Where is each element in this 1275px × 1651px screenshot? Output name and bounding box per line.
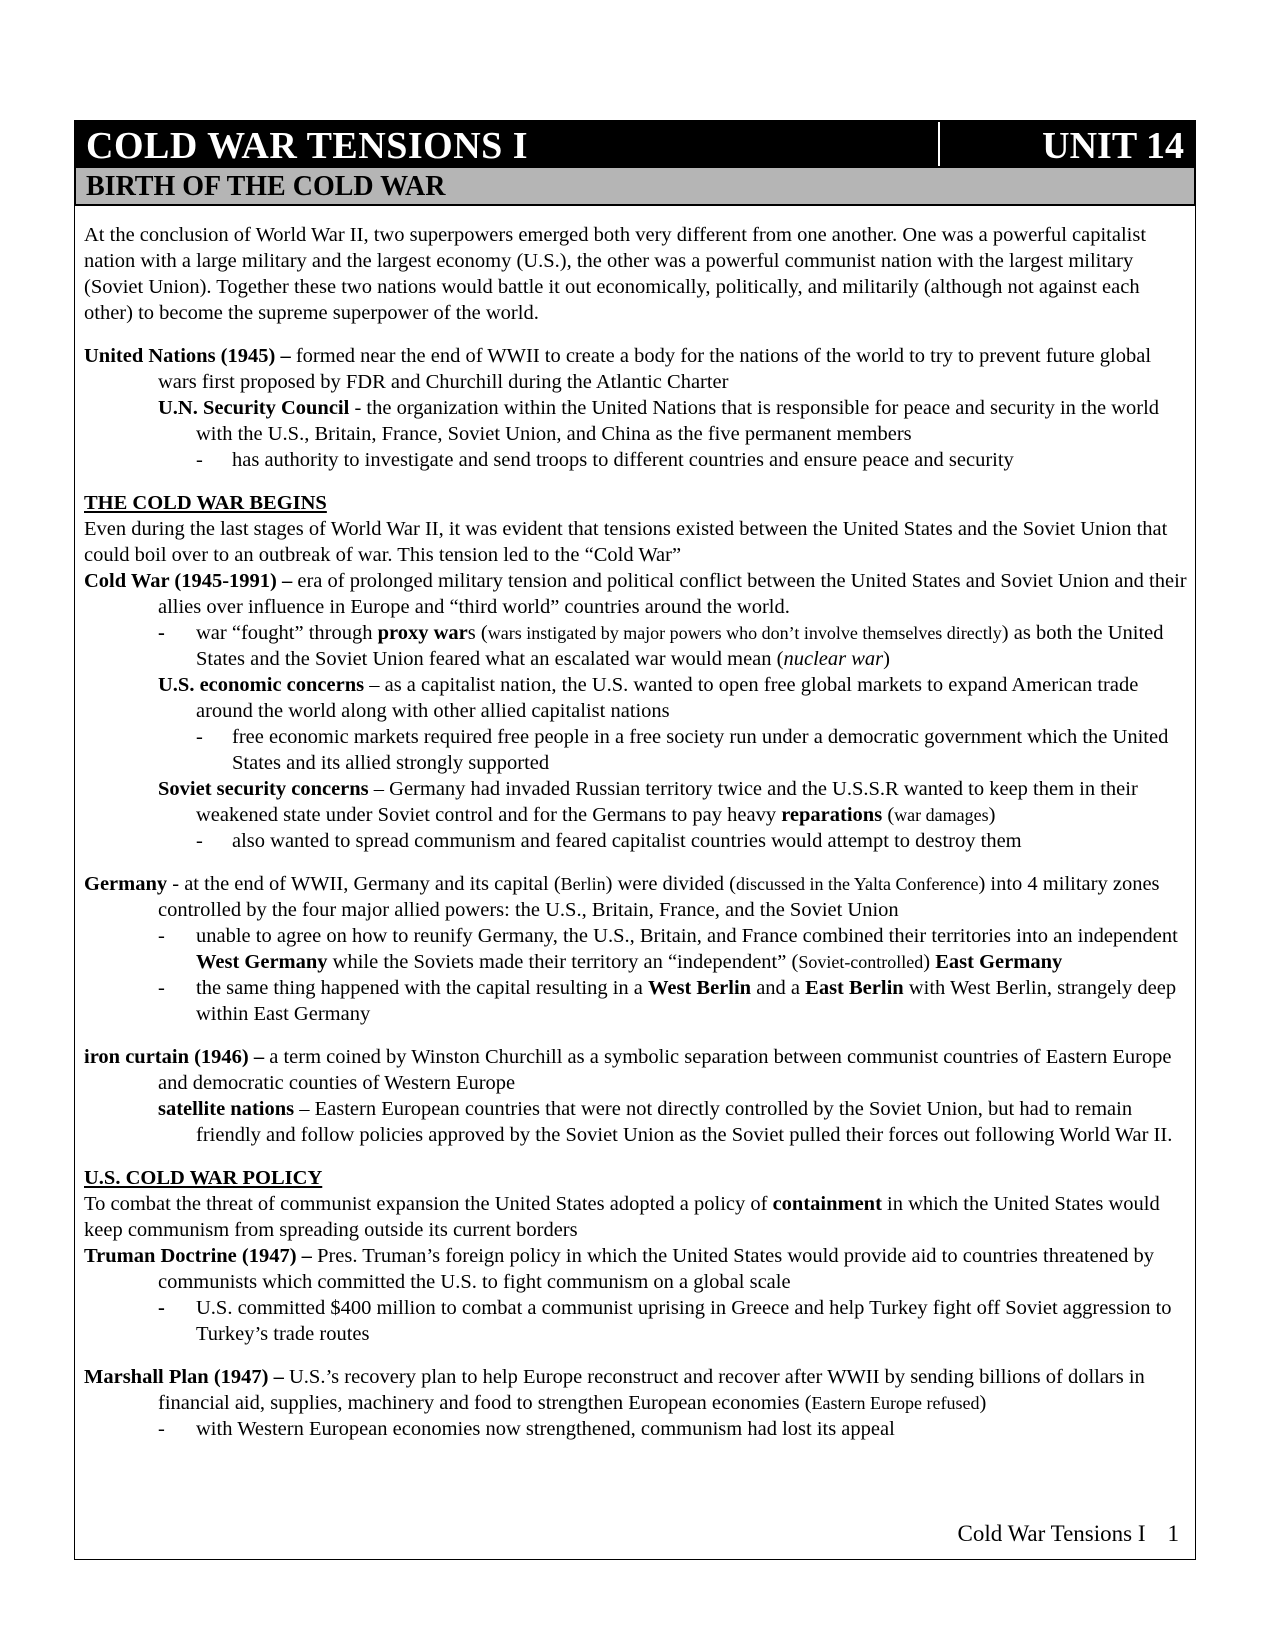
iron-curtain-entry: [84, 1044, 1192, 1096]
bullet-dash: -: [158, 977, 165, 999]
satellite-nations-entry: [84, 1096, 1192, 1148]
subtitle-bar: [74, 168, 1196, 206]
marshall-plan-entry: [84, 1364, 1192, 1416]
bullet-dash: -: [196, 449, 203, 471]
text-span: ) as both the United States and the Soviet Union feared what an escalated war would mean (: [196, 622, 1164, 670]
text-span: s (: [467, 622, 488, 644]
truman-bullet: [84, 1295, 1192, 1347]
text-span: ) into 4 military zones controlled by the four major allied powers: the U.S., Britain, France, and the Soviet Union: [158, 873, 1160, 921]
heading-text: U.S. COLD WAR POLICY: [84, 1167, 323, 1189]
truman-doctrine-entry: [84, 1243, 1192, 1295]
marshall-plan-term: Marshall Plan (1947) –: [84, 1366, 284, 1388]
germany-bullet-1: [84, 923, 1192, 975]
security-council-entry: [84, 395, 1192, 447]
text-span: in which the United States would keep communism from spreading outside its current borders: [84, 1193, 1160, 1241]
text-span: and a: [751, 977, 806, 999]
bullet-dash: -: [196, 726, 203, 748]
text-span: U.S.’s recovery plan to help Europe reconstruct and recover after WWII by sending billions of dollars in financial aid, supplies, machinery and food to strengthen European economies (: [158, 1366, 1145, 1414]
satellite-nations-term: satellite nations: [158, 1098, 295, 1120]
page-number: 1: [1167, 1521, 1179, 1546]
unit-label: UNIT 14: [1042, 125, 1184, 167]
text-span: ): [988, 804, 996, 826]
economic-concerns-entry: [84, 672, 1192, 724]
un-def: formed near the end of WWII to create a body for the nations of the world to try to prevent future global wars first proposed by FDR and Churchill during the Atlantic Charter: [158, 345, 1152, 393]
text-span: - at the end of WWII, Germany and its capital (: [167, 873, 561, 895]
west-germany-term: West Germany: [196, 951, 328, 973]
containment-term: containment: [772, 1193, 882, 1215]
soviet-controlled-note: Soviet-controlled: [798, 952, 924, 972]
security-council-term: U.N. Security Council: [158, 397, 350, 419]
eastern-europe-note: Eastern Europe refused: [811, 1393, 980, 1413]
text-span: (: [882, 804, 895, 826]
economic-concerns-term: U.S. economic concerns: [158, 674, 365, 696]
reparations-term: reparations: [781, 804, 883, 826]
intro-paragraph: At the conclusion of World War II, two superpowers emerged both very different from one another. One was a powerful capitalist nation with a large military and the largest economy (U.S.), the other was a powerful communist nation with the largest military (Soviet Union). Together these two nations would battle it out economically, politically, and militarily (although not against each other) to become the supreme superpower of the world.: [84, 224, 1147, 324]
un-entry: [84, 343, 1192, 395]
bullet-dash: -: [158, 622, 165, 644]
economic-concerns-def: – as a capitalist nation, the U.S. wanted to open free global markets to expand American trade around the world along with other allied capitalist nations: [196, 674, 1139, 722]
iron-curtain-term: iron curtain (1946) –: [84, 1046, 265, 1068]
security-concerns-bullet: [84, 828, 1192, 854]
security-bullet-text: also wanted to spread communism and feared capitalist countries would attempt to destroy them: [232, 830, 1022, 852]
bullet-dash: -: [158, 1418, 165, 1440]
security-concerns-term: Soviet security concerns: [158, 778, 369, 800]
text-span: ): [883, 648, 890, 670]
truman-doctrine-def: Pres. Truman’s foreign policy in which the United States would provide aid to countries threatened by communists which committed the U.S. to fight communism on a global scale: [158, 1245, 1154, 1293]
cold-war-def: era of prolonged military tension and political conflict between the United States and Soviet Union and their allies over influence in Europe and “third world” countries around the world.: [158, 570, 1187, 618]
section-subtitle: BIRTH OF THE COLD WAR: [86, 171, 446, 202]
iron-curtain-def: a term coined by Winston Churchill as a symbolic separation between communist countries of Eastern Europe and democratic counties of Western Europe: [158, 1046, 1172, 1094]
truman-doctrine-term: Truman Doctrine (1947) –: [84, 1245, 312, 1267]
east-germany-term: East Germany: [935, 951, 1063, 973]
text-span: unable to agree on how to reunify Germany, the U.S., Britain, and France combined their territories into an independent: [196, 925, 1178, 947]
truman-bullet-text: U.S. committed $400 million to combat a communist uprising in Greece and help Turkey fight off Soviet aggression to Turkey’s trade routes: [196, 1297, 1172, 1345]
title-bar: [74, 120, 1196, 168]
text-span: ) were divided (: [605, 873, 737, 895]
un-term: United Nations (1945) –: [84, 345, 291, 367]
text-span: ): [979, 1392, 987, 1414]
yalta-note: discussed in the Yalta Conference: [736, 874, 979, 894]
page-title: COLD WAR TENSIONS I: [86, 125, 529, 167]
west-berlin-term: West Berlin: [648, 977, 752, 999]
text-span: To combat the threat of communist expansion the United States adopted a policy of: [84, 1193, 773, 1215]
proxy-war-term: proxy war: [377, 622, 468, 644]
cold-war-begins-heading: [84, 490, 1192, 516]
east-berlin-term: East Berlin: [805, 977, 904, 999]
page-footer: [958, 1520, 1180, 1548]
security-council-def: - the organization within the United Nations that is responsible for peace and security in the world with the U.S., Britain, France, Soviet Union, and China as the five permanent members: [196, 397, 1160, 445]
notes-body: [84, 222, 1192, 1442]
reparations-note: war damages: [894, 805, 989, 825]
germany-term: Germany: [84, 873, 168, 895]
title-divider: [938, 122, 940, 166]
germany-bullet-2: [84, 975, 1192, 1027]
nuclear-war-text: nuclear war: [783, 648, 884, 670]
footer-label: Cold War Tensions I: [957, 1521, 1146, 1546]
containment-paragraph: [84, 1191, 1192, 1243]
security-council-bullet: [84, 447, 1192, 473]
bullet-dash: -: [158, 1297, 165, 1319]
satellite-nations-def: – Eastern European countries that were not directly controlled by the Soviet Union, but had to remain friendly and follow policies approved by the Soviet Union as the Soviet pulled their forces out following World War II.: [196, 1098, 1173, 1146]
text-span: while the Soviets made their territory an “independent” (: [327, 951, 799, 973]
marshall-bullet: [84, 1416, 1192, 1442]
cold-war-term: Cold War (1945-1991) –: [84, 570, 293, 592]
economic-bullet-text: free economic markets required free people in a free society run under a democratic government which the United States and its allied strongly supported: [232, 726, 1169, 774]
bullet-dash: -: [196, 830, 203, 852]
proxy-war-note: wars instigated by major powers who don’t involve themselves directly: [487, 623, 1002, 643]
berlin-note: Berlin: [560, 874, 606, 894]
text-span: with West Berlin, strangely deep within East Germany: [196, 977, 1177, 1025]
cold-war-policy-heading: [84, 1165, 1192, 1191]
heading-text: THE COLD WAR BEGINS: [84, 492, 327, 514]
cold-war-begins-intro: Even during the last stages of World War II, it was evident that tensions existed between the United States and the Soviet Union that could boil over to an outbreak of war. This tension led to the “Cold War”: [84, 518, 1168, 566]
economic-concerns-bullet: [84, 724, 1192, 776]
text-span: – Germany had invaded Russian territory twice and the U.S.S.R wanted to keep them in their weakened state under Soviet control and for the Germans to pay heavy: [196, 778, 1138, 826]
text-span: ): [923, 951, 936, 973]
text-span: war “fought” through: [196, 622, 378, 644]
cold-war-entry: [84, 568, 1192, 620]
proxy-war-bullet: [84, 620, 1192, 672]
text-span: the same thing happened with the capital resulting in a: [196, 977, 649, 999]
security-council-bullet-text: has authority to investigate and send troops to different countries and ensure peace and security: [232, 449, 1014, 471]
security-concerns-entry: [84, 776, 1192, 828]
marshall-bullet-text: with Western European economies now strengthened, communism had lost its appeal: [196, 1418, 895, 1440]
bullet-dash: -: [158, 925, 165, 947]
germany-entry: [84, 871, 1192, 923]
